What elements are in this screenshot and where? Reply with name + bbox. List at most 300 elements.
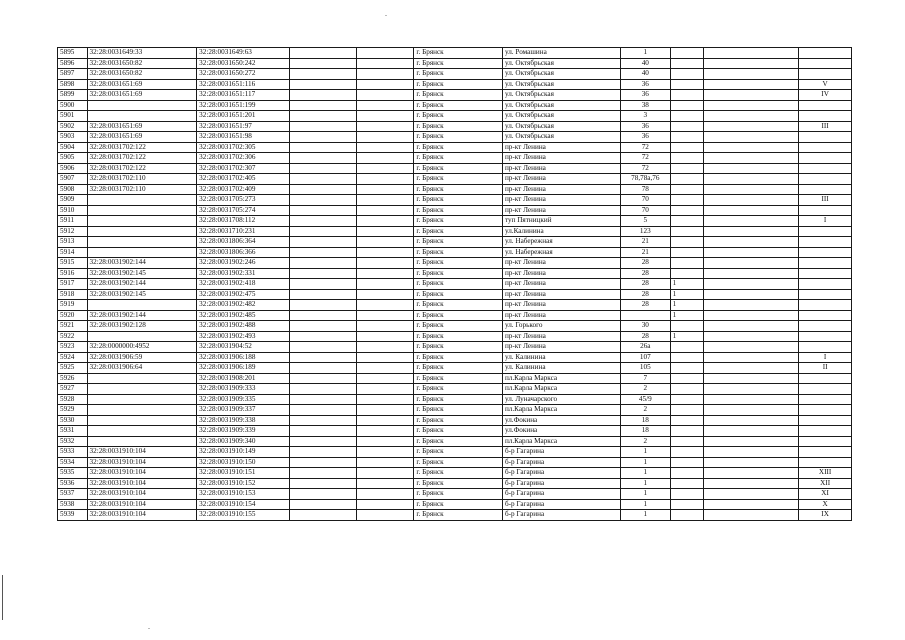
- cadastral-number-cell: 32:28:0031650:242: [197, 58, 290, 69]
- house-number-cell: 5: [621, 216, 671, 227]
- parent-cadastral-cell: [87, 247, 197, 258]
- empty-cell: [357, 237, 414, 248]
- empty-cell: [289, 394, 356, 405]
- cadastral-number-cell: 32:28:0031651:97: [197, 121, 290, 132]
- empty-cell: [289, 142, 356, 153]
- parent-cadastral-cell: [87, 331, 197, 342]
- table-row: [58, 510, 852, 521]
- empty-cell: [357, 415, 414, 426]
- row-number-cell: 5908: [58, 184, 88, 195]
- cadastral-number-cell: 32:28:0031902:488: [197, 321, 290, 332]
- table-row: [58, 415, 852, 426]
- city-cell: г. Брянск: [414, 142, 503, 153]
- empty-cell: [357, 153, 414, 164]
- house-number-cell: 18: [621, 426, 671, 437]
- parent-cadastral-cell: 32:28:0031910:104: [87, 499, 197, 510]
- empty-cell: [289, 468, 356, 479]
- cadastral-number-cell: 32:28:0031909:339: [197, 426, 290, 437]
- flag-cell: [670, 373, 704, 384]
- parent-cadastral-cell: [87, 436, 197, 447]
- table-row: [58, 289, 852, 300]
- row-number-cell: 5899: [58, 90, 88, 101]
- empty-cell: [704, 289, 799, 300]
- house-number-cell: 28: [621, 268, 671, 279]
- empty-cell: [704, 100, 799, 111]
- street-cell: ул. Октябрьская: [502, 69, 620, 80]
- empty-cell: [357, 174, 414, 185]
- street-cell: пр-кт Ленина: [502, 205, 620, 216]
- premises-number-cell: IV: [799, 90, 852, 101]
- empty-cell: [357, 79, 414, 90]
- city-cell: г. Брянск: [414, 69, 503, 80]
- table-row: [58, 163, 852, 174]
- empty-cell: [289, 489, 356, 500]
- street-cell: пр-кт Ленина: [502, 153, 620, 164]
- flag-cell: 1: [670, 279, 704, 290]
- parent-cadastral-cell: 32:28:0031650:82: [87, 69, 197, 80]
- street-cell: пр-кт Ленина: [502, 310, 620, 321]
- parent-cadastral-cell: 32:28:0031651:69: [87, 121, 197, 132]
- empty-cell: [704, 447, 799, 458]
- house-number-cell: 21: [621, 237, 671, 248]
- flag-cell: [670, 58, 704, 69]
- empty-cell: [357, 342, 414, 353]
- table-row: [58, 321, 852, 332]
- empty-cell: [704, 142, 799, 153]
- cadastral-number-cell: 32:28:0031902:482: [197, 300, 290, 311]
- empty-cell: [357, 373, 414, 384]
- premises-number-cell: [799, 226, 852, 237]
- cadastral-number-cell: 32:28:0031909:337: [197, 405, 290, 416]
- parent-cadastral-cell: 32:28:0031902:144: [87, 258, 197, 269]
- row-number-cell: 5903: [58, 132, 88, 143]
- house-number-cell: 26а: [621, 342, 671, 353]
- row-number-cell: 5932: [58, 436, 88, 447]
- empty-cell: [357, 195, 414, 206]
- street-cell: ул. Луначарского: [502, 394, 620, 405]
- table-row: [58, 468, 852, 479]
- street-cell: пл.Карла Маркса: [502, 436, 620, 447]
- premises-number-cell: [799, 447, 852, 458]
- empty-cell: [357, 258, 414, 269]
- empty-cell: [704, 352, 799, 363]
- house-number-cell: 30: [621, 321, 671, 332]
- empty-cell: [704, 384, 799, 395]
- city-cell: г. Брянск: [414, 48, 503, 59]
- flag-cell: [670, 447, 704, 458]
- table-row: [58, 436, 852, 447]
- street-cell: пл.Карла Маркса: [502, 373, 620, 384]
- house-number-cell: 1: [621, 468, 671, 479]
- empty-cell: [289, 247, 356, 258]
- empty-cell: [704, 79, 799, 90]
- premises-number-cell: X: [799, 499, 852, 510]
- premises-number-cell: [799, 247, 852, 258]
- table-row: [58, 184, 852, 195]
- row-number-cell: 5905: [58, 153, 88, 164]
- street-cell: ул. Октябрьская: [502, 121, 620, 132]
- empty-cell: [357, 468, 414, 479]
- cadastral-number-cell: 32:28:0031910:150: [197, 457, 290, 468]
- flag-cell: [670, 69, 704, 80]
- flag-cell: [670, 510, 704, 521]
- parent-cadastral-cell: 32:28:0031910:104: [87, 489, 197, 500]
- empty-cell: [289, 132, 356, 143]
- parent-cadastral-cell: [87, 394, 197, 405]
- premises-number-cell: XIII: [799, 468, 852, 479]
- street-cell: пл.Карла Маркса: [502, 405, 620, 416]
- street-cell: пр-кт Ленина: [502, 142, 620, 153]
- empty-cell: [704, 226, 799, 237]
- table-row: [58, 478, 852, 489]
- table-row: [58, 132, 852, 143]
- flag-cell: [670, 363, 704, 374]
- flag-cell: [670, 163, 704, 174]
- parent-cadastral-cell: 32:28:0031651:69: [87, 90, 197, 101]
- flag-cell: [670, 174, 704, 185]
- parent-cadastral-cell: 32:28:0031910:104: [87, 447, 197, 458]
- parent-cadastral-cell: 32:28:0031906:59: [87, 352, 197, 363]
- register-table: [57, 47, 852, 521]
- city-cell: г. Брянск: [414, 352, 503, 363]
- empty-cell: [704, 426, 799, 437]
- cadastral-number-cell: 32:28:0031909:338: [197, 415, 290, 426]
- street-cell: ул. Октябрьская: [502, 79, 620, 90]
- street-cell: ул. Набережная: [502, 237, 620, 248]
- row-number-cell: 5933: [58, 447, 88, 458]
- flag-cell: [670, 405, 704, 416]
- city-cell: г. Брянск: [414, 405, 503, 416]
- house-number-cell: 28: [621, 289, 671, 300]
- scan-speck: [385, 15, 387, 16]
- row-number-cell: 5921: [58, 321, 88, 332]
- parent-cadastral-cell: [87, 405, 197, 416]
- empty-cell: [289, 415, 356, 426]
- parent-cadastral-cell: [87, 100, 197, 111]
- house-number-cell: 28: [621, 300, 671, 311]
- empty-cell: [357, 226, 414, 237]
- row-number-cell: 5935: [58, 468, 88, 479]
- parent-cadastral-cell: [87, 237, 197, 248]
- street-cell: б-р Гагарина: [502, 499, 620, 510]
- premises-number-cell: [799, 415, 852, 426]
- empty-cell: [357, 121, 414, 132]
- row-number-cell: 5938: [58, 499, 88, 510]
- street-cell: б-р Гагарина: [502, 489, 620, 500]
- empty-cell: [704, 310, 799, 321]
- premises-number-cell: III: [799, 121, 852, 132]
- city-cell: г. Брянск: [414, 90, 503, 101]
- premises-number-cell: [799, 142, 852, 153]
- parent-cadastral-cell: 32:28:0031902:145: [87, 289, 197, 300]
- cadastral-number-cell: 32:28:0031902:475: [197, 289, 290, 300]
- city-cell: г. Брянск: [414, 415, 503, 426]
- parent-cadastral-cell: 32:28:0031910:104: [87, 468, 197, 479]
- city-cell: г. Брянск: [414, 321, 503, 332]
- row-number-cell: 5931: [58, 426, 88, 437]
- cadastral-number-cell: 32:28:0031806:366: [197, 247, 290, 258]
- street-cell: б-р Гагарина: [502, 478, 620, 489]
- street-cell: пр-кт Ленина: [502, 289, 620, 300]
- street-cell: ул. Октябрьская: [502, 132, 620, 143]
- house-number-cell: 2: [621, 436, 671, 447]
- street-cell: ул. Октябрьская: [502, 58, 620, 69]
- empty-cell: [289, 184, 356, 195]
- row-number-cell: 5929: [58, 405, 88, 416]
- cadastral-number-cell: 32:28:0031909:335: [197, 394, 290, 405]
- row-number-cell: 5904: [58, 142, 88, 153]
- flag-cell: [670, 426, 704, 437]
- street-cell: б-р Гагарина: [502, 468, 620, 479]
- parent-cadastral-cell: 32:28:0031910:104: [87, 510, 197, 521]
- empty-cell: [704, 268, 799, 279]
- empty-cell: [357, 310, 414, 321]
- table-row: [58, 121, 852, 132]
- table-row: [58, 69, 852, 80]
- empty-cell: [357, 216, 414, 227]
- empty-cell: [704, 300, 799, 311]
- house-number-cell: 28: [621, 258, 671, 269]
- parent-cadastral-cell: 32:28:0031910:104: [87, 478, 197, 489]
- cadastral-number-cell: 32:28:0031909:333: [197, 384, 290, 395]
- premises-number-cell: I: [799, 216, 852, 227]
- flag-cell: [670, 457, 704, 468]
- empty-cell: [704, 363, 799, 374]
- premises-number-cell: [799, 163, 852, 174]
- row-number-cell: 5911: [58, 216, 88, 227]
- cadastral-number-cell: 32:28:0031910:153: [197, 489, 290, 500]
- cadastral-number-cell: 32:28:0031908:201: [197, 373, 290, 384]
- row-number-cell: 5920: [58, 310, 88, 321]
- house-number-cell: 1: [621, 457, 671, 468]
- street-cell: туп Пятницкий: [502, 216, 620, 227]
- city-cell: г. Брянск: [414, 184, 503, 195]
- city-cell: г. Брянск: [414, 342, 503, 353]
- empty-cell: [704, 132, 799, 143]
- table-row: [58, 342, 852, 353]
- cadastral-number-cell: 32:28:0031910:152: [197, 478, 290, 489]
- row-number-cell: 5922: [58, 331, 88, 342]
- flag-cell: [670, 258, 704, 269]
- city-cell: г. Брянск: [414, 111, 503, 122]
- empty-cell: [289, 121, 356, 132]
- street-cell: пр-кт Ленина: [502, 195, 620, 206]
- empty-cell: [357, 279, 414, 290]
- street-cell: пр-кт Ленина: [502, 174, 620, 185]
- row-number-cell: 5936: [58, 478, 88, 489]
- city-cell: г. Брянск: [414, 58, 503, 69]
- table-row: [58, 247, 852, 258]
- empty-cell: [357, 457, 414, 468]
- empty-cell: [357, 384, 414, 395]
- cadastral-number-cell: 32:28:0031702:409: [197, 184, 290, 195]
- row-number-cell: 5928: [58, 394, 88, 405]
- row-number-cell: 5937: [58, 489, 88, 500]
- empty-cell: [357, 321, 414, 332]
- empty-cell: [704, 163, 799, 174]
- premises-number-cell: [799, 174, 852, 185]
- empty-cell: [289, 426, 356, 437]
- flag-cell: [670, 394, 704, 405]
- table-row: [58, 195, 852, 206]
- parent-cadastral-cell: [87, 205, 197, 216]
- row-number-cell: 5907: [58, 174, 88, 185]
- empty-cell: [289, 111, 356, 122]
- empty-cell: [357, 447, 414, 458]
- cadastral-number-cell: 32:28:0031651:201: [197, 111, 290, 122]
- premises-number-cell: [799, 289, 852, 300]
- flag-cell: [670, 205, 704, 216]
- house-number-cell: 70: [621, 205, 671, 216]
- cadastral-number-cell: 32:28:0031902:331: [197, 268, 290, 279]
- row-number-cell: 5910: [58, 205, 88, 216]
- cadastral-number-cell: 32:28:0031902:485: [197, 310, 290, 321]
- premises-number-cell: II: [799, 363, 852, 374]
- empty-cell: [357, 436, 414, 447]
- cadastral-number-cell: 32:28:0031910:154: [197, 499, 290, 510]
- table-row: [58, 457, 852, 468]
- city-cell: г. Брянск: [414, 384, 503, 395]
- empty-cell: [704, 174, 799, 185]
- parent-cadastral-cell: [87, 373, 197, 384]
- parent-cadastral-cell: 32:28:0031906:64: [87, 363, 197, 374]
- empty-cell: [704, 153, 799, 164]
- row-number-cell: 5927: [58, 384, 88, 395]
- house-number-cell: 45/9: [621, 394, 671, 405]
- empty-cell: [357, 100, 414, 111]
- house-number-cell: 28: [621, 331, 671, 342]
- flag-cell: [670, 79, 704, 90]
- city-cell: г. Брянск: [414, 163, 503, 174]
- table-row: [58, 79, 852, 90]
- cadastral-number-cell: 32:28:0031705:274: [197, 205, 290, 216]
- parent-cadastral-cell: 32:28:0031702:110: [87, 174, 197, 185]
- premises-number-cell: [799, 153, 852, 164]
- street-cell: пр-кт Ленина: [502, 331, 620, 342]
- parent-cadastral-cell: [87, 415, 197, 426]
- table-row: [58, 90, 852, 101]
- house-number-cell: 7: [621, 373, 671, 384]
- table-row: [58, 268, 852, 279]
- table-row: [58, 300, 852, 311]
- empty-cell: [704, 184, 799, 195]
- city-cell: г. Брянск: [414, 394, 503, 405]
- premises-number-cell: [799, 132, 852, 143]
- premises-number-cell: I: [799, 352, 852, 363]
- house-number-cell: 72: [621, 142, 671, 153]
- premises-number-cell: [799, 405, 852, 416]
- premises-number-cell: [799, 342, 852, 353]
- cadastral-number-cell: 32:28:0031651:199: [197, 100, 290, 111]
- row-number-cell: 5900: [58, 100, 88, 111]
- table-row: [58, 331, 852, 342]
- empty-cell: [357, 90, 414, 101]
- house-number-cell: 1: [621, 478, 671, 489]
- flag-cell: [670, 100, 704, 111]
- parent-cadastral-cell: 32:28:0031902:144: [87, 279, 197, 290]
- city-cell: г. Брянск: [414, 268, 503, 279]
- table-row: [58, 237, 852, 248]
- house-number-cell: 1: [621, 447, 671, 458]
- parent-cadastral-cell: 32:28:0031650:82: [87, 58, 197, 69]
- flag-cell: [670, 90, 704, 101]
- street-cell: ул. Горького: [502, 321, 620, 332]
- parent-cadastral-cell: [87, 195, 197, 206]
- empty-cell: [357, 352, 414, 363]
- empty-cell: [704, 499, 799, 510]
- table-row: [58, 258, 852, 269]
- street-cell: пр-кт Ленина: [502, 300, 620, 311]
- flag-cell: 1: [670, 310, 704, 321]
- empty-cell: [704, 342, 799, 353]
- house-number-cell: 78: [621, 184, 671, 195]
- empty-cell: [357, 247, 414, 258]
- empty-cell: [357, 58, 414, 69]
- premises-number-cell: [799, 384, 852, 395]
- flag-cell: [670, 121, 704, 132]
- empty-cell: [289, 289, 356, 300]
- house-number-cell: 21: [621, 247, 671, 258]
- table-row: [58, 310, 852, 321]
- street-cell: ул. Ромашина: [502, 48, 620, 59]
- empty-cell: [289, 195, 356, 206]
- table-row: [58, 447, 852, 458]
- empty-cell: [357, 184, 414, 195]
- flag-cell: [670, 415, 704, 426]
- table-row: [58, 363, 852, 374]
- city-cell: г. Брянск: [414, 373, 503, 384]
- city-cell: г. Брянск: [414, 237, 503, 248]
- empty-cell: [704, 121, 799, 132]
- empty-cell: [704, 510, 799, 521]
- empty-cell: [357, 489, 414, 500]
- premises-number-cell: IX: [799, 510, 852, 521]
- parent-cadastral-cell: 32:28:0031902:128: [87, 321, 197, 332]
- table-row: [58, 100, 852, 111]
- flag-cell: [670, 142, 704, 153]
- premises-number-cell: [799, 436, 852, 447]
- empty-cell: [357, 69, 414, 80]
- cadastral-number-cell: 32:28:0031702:405: [197, 174, 290, 185]
- empty-cell: [704, 436, 799, 447]
- scan-speck: [148, 628, 150, 629]
- house-number-cell: 1: [621, 489, 671, 500]
- table-row: [58, 489, 852, 500]
- premises-number-cell: [799, 100, 852, 111]
- parent-cadastral-cell: 32:28:0031702:110: [87, 184, 197, 195]
- cadastral-number-cell: 32:28:0031708:112: [197, 216, 290, 227]
- flag-cell: [670, 247, 704, 258]
- empty-cell: [704, 331, 799, 342]
- street-cell: ул. Набережная: [502, 247, 620, 258]
- city-cell: г. Брянск: [414, 363, 503, 374]
- table-row: [58, 384, 852, 395]
- row-number-cell: 5939: [58, 510, 88, 521]
- row-number-cell: 5909: [58, 195, 88, 206]
- city-cell: г. Брянск: [414, 279, 503, 290]
- flag-cell: [670, 132, 704, 143]
- parent-cadastral-cell: [87, 300, 197, 311]
- scan-margin-line: [2, 575, 3, 620]
- flag-cell: [670, 268, 704, 279]
- table-row: [58, 279, 852, 290]
- city-cell: г. Брянск: [414, 174, 503, 185]
- premises-number-cell: [799, 184, 852, 195]
- house-number-cell: 105: [621, 363, 671, 374]
- row-number-cell: 5913: [58, 237, 88, 248]
- table-row: [58, 142, 852, 153]
- empty-cell: [704, 258, 799, 269]
